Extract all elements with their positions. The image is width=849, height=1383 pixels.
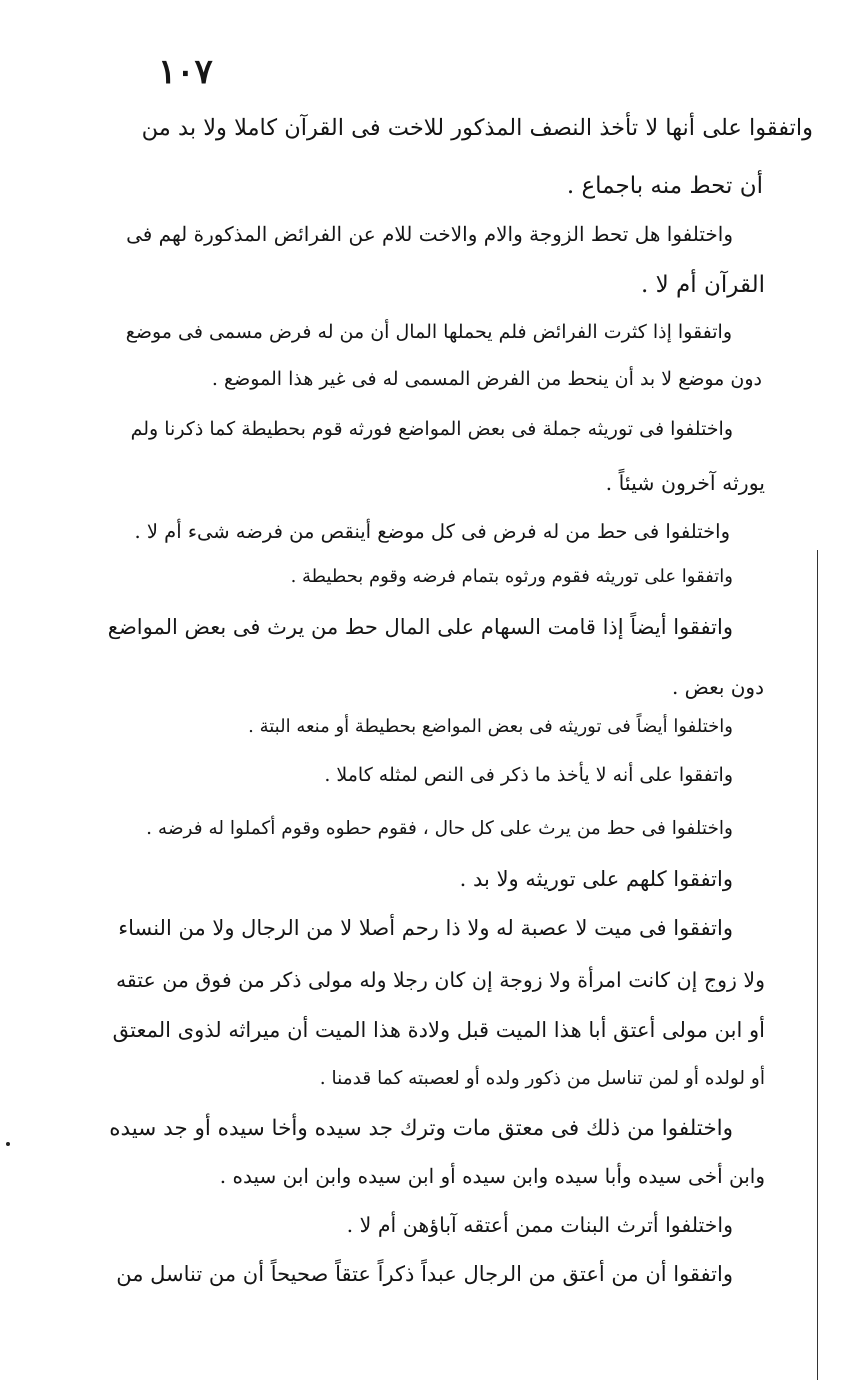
- text-line: واتفقوا أيضاً إذا قامت السهام على المال حط من يرث فى بعض المواضع: [107, 615, 733, 639]
- text-line: أو لولده أو لمن تناسل من ذكور ولده أو لعصبته كما قدمنا .: [319, 1068, 765, 1089]
- text-line: واتفقوا إذا كثرت الفرائض فلم يحملها المال أن من له فرض مسمى فى موضع: [125, 321, 732, 343]
- page-number: ١٠٧: [158, 52, 213, 92]
- text-line: واختلفوا من ذلك فى معتق مات وترك جد سيده وأخا سيده أو جد سيده: [109, 1116, 733, 1141]
- text-line: واختلفوا فى توريثه جملة فى بعض المواضع فورثه قوم بحطيطة كما ذكرنا ولم: [130, 418, 733, 440]
- text-line: واتفقوا أن من أعتق من الرجال عبداً ذكراً عتقاً صحيحاً أن من تناسل من: [116, 1262, 733, 1286]
- text-line: واختلفوا فى حط من يرث على كل حال ، فقوم حطوه وقوم أكملوا له فرضه .: [146, 818, 733, 839]
- text-line: واختلفوا أترث البنات ممن أعتقه آباؤهن أم لا .: [346, 1213, 733, 1237]
- text-line: أو ابن مولى أعتق أبا هذا الميت قبل ولادة هذا الميت أن ميراثه لذوى المعتق: [112, 1018, 765, 1042]
- scan-speck: [6, 1142, 10, 1146]
- text-line: واختلفوا هل تحط الزوجة والام والاخت للام عن الفرائض المذكورة لهم فى: [126, 222, 733, 246]
- text-line: واختلفوا فى حط من له فرض فى كل موضع أينقص من فرضه شىء أم لا .: [134, 520, 730, 543]
- text-line: واختلفوا أيضاً فى توريثه فى بعض المواضع بحطيطة أو منعه البتة .: [248, 716, 733, 737]
- text-line: واتفقوا فى ميت لا عصبة له ولا ذا رحم أصلا لا من الرجال ولا من النساء: [118, 916, 733, 940]
- text-line: دون بعض .: [671, 675, 764, 699]
- text-line: أن تحط منه باجماع .: [566, 173, 763, 199]
- text-line: واتفقوا على أنه لا يأخذ ما ذكر فى النص لمثله كاملا .: [324, 764, 733, 786]
- text-line: ولا زوج إن كانت امرأة ولا زوجة إن كان رجلا وله مولى ذكر من فوق من عتقه: [115, 968, 765, 992]
- text-line: القرآن أم لا .: [641, 272, 765, 298]
- text-line: واتفقوا على أنها لا تأخذ النصف المذكور للاخت فى القرآن كاملا ولا بد من: [141, 115, 813, 141]
- text-line: يورثه آخرون شيئاً .: [605, 471, 765, 495]
- text-line: واتفقوا كلهم على توريثه ولا بد .: [459, 867, 733, 891]
- text-line: وابن أخى سيده وأبا سيده وابن سيده أو ابن سيده وابن ابن سيده .: [219, 1164, 765, 1188]
- text-line: واتفقوا على توريثه فقوم ورثوه بتمام فرضه وقوم بحطيطة .: [290, 566, 733, 587]
- text-line: دون موضع لا بد أن ينحط من الفرض المسمى له فى غير هذا الموضع .: [211, 368, 762, 390]
- margin-rule: [817, 550, 818, 1380]
